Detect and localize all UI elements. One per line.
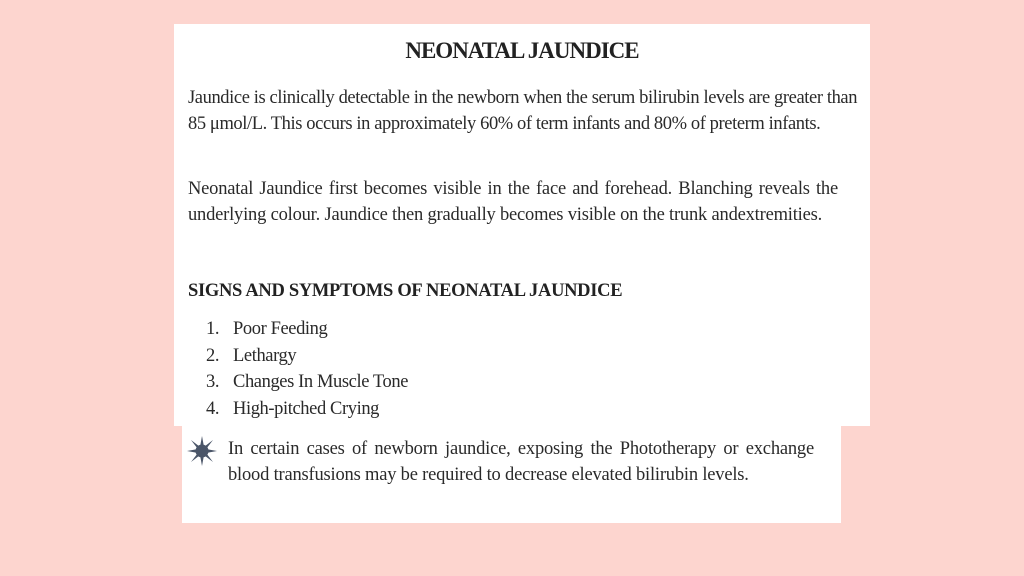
list-text: High-pitched Crying (233, 398, 380, 419)
slide-title: NEONATAL JAUNDICE (405, 38, 639, 63)
list-item (206, 369, 408, 396)
list-number: 4. (206, 398, 220, 419)
list-text: Lethargy (233, 345, 297, 366)
list-item (206, 316, 408, 343)
list-item (206, 343, 408, 370)
note-text: In certain cases of newborn jaundice, exposing the Phototherapy or exchange blood transfusions may be required to decrease elevated bilirubin levels. (228, 439, 814, 485)
list-text: Poor Feeding (233, 319, 328, 339)
list-number: 3. (206, 372, 220, 392)
list-text: Changes In Muscle Tone (233, 372, 409, 392)
signs-list (206, 316, 408, 422)
list-number: 2. (206, 345, 220, 366)
intro-paragraph: Jaundice is clinically detectable in the newborn when the serum bilirubin levels are greater than 85 μmol/L. This occurs in approximately 60% of term infants and 80% of preterm infants. (188, 88, 858, 134)
list-number: 1. (206, 319, 220, 339)
star-burst-icon (187, 436, 217, 466)
visibility-paragraph: Neonatal Jaundice first becomes visible in the face and forehead. Blanching reveals the underlying colour. Jaundice then gradually becomes visible on the trunk andextremities. (188, 179, 838, 225)
signs-heading: SIGNS AND SYMPTOMS OF NEONATAL JAUNDICE (188, 281, 623, 301)
list-item (206, 396, 408, 423)
main-content-panel (174, 24, 870, 426)
note-panel (182, 426, 841, 523)
